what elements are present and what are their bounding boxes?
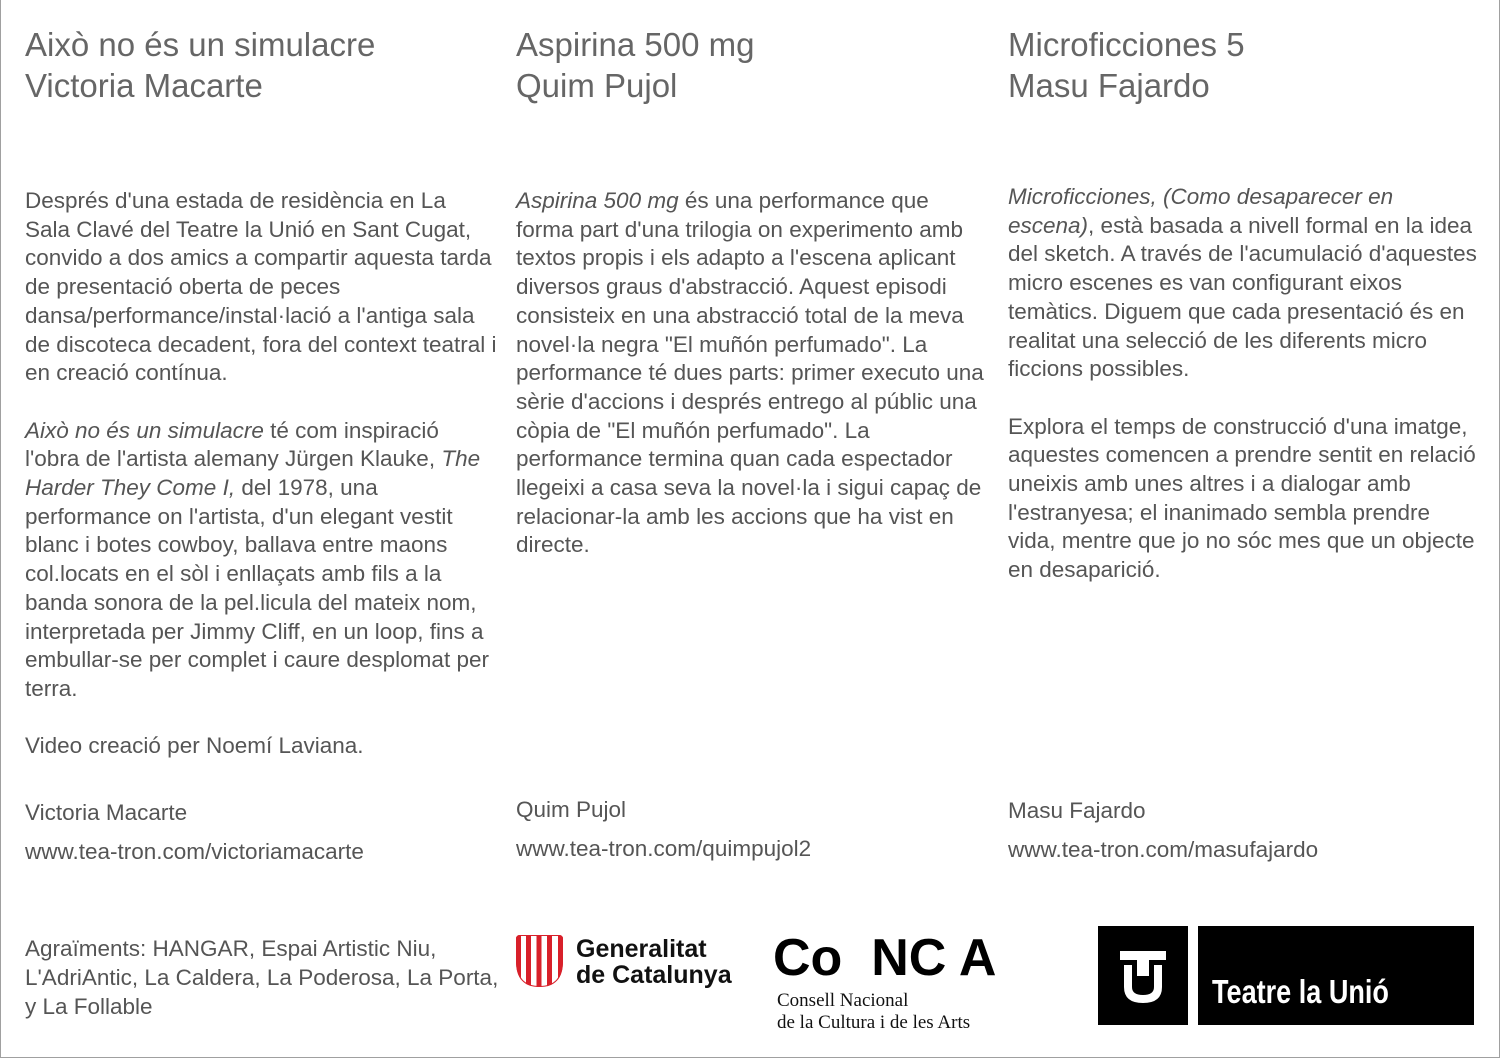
acknowledgements: Agraïments: HANGAR, Espai Artistic Niu, L'AdriAntic, La Caldera, La Poderosa, La Porta, y La Follable bbox=[25, 936, 499, 1019]
senyera-flag-icon bbox=[516, 935, 563, 987]
conca-subtitle-line: de la Cultura i de les Arts bbox=[777, 1012, 971, 1033]
description-paragraph bbox=[1008, 183, 1480, 384]
title-line-piece: Això no és un simulacre bbox=[25, 26, 376, 63]
artist-link[interactable]: www.tea-tron.com/victoriamacarte bbox=[25, 839, 364, 864]
title-line-artist: Victoria Macarte bbox=[25, 67, 263, 104]
credit-paragraph: Video creació per Noemí Laviana. bbox=[25, 733, 364, 759]
description-paragraph bbox=[516, 187, 988, 560]
artist-name: Masu Fajardo bbox=[1008, 798, 1146, 823]
generalitat-logo bbox=[516, 935, 756, 991]
description-text: té com inspiració l'obra de l'artista alemany Jürgen Klauke, bbox=[25, 417, 442, 472]
conca-logo bbox=[773, 928, 1043, 1038]
artist-name: Victoria Macarte bbox=[25, 800, 188, 825]
conca-subtitle bbox=[777, 990, 970, 1034]
generalitat-line: de Catalunya bbox=[576, 961, 732, 989]
piece-title-italic: Microficciones, (Como desaparecer en escena) bbox=[1008, 184, 1394, 238]
title-line-piece: Microficciones 5 bbox=[1008, 26, 1245, 63]
piece-title bbox=[516, 24, 986, 106]
description-paragraph: Després d'una estada de residència en La Sala Clavé del Teatre la Unió en Sant Cugat, convido a dos amics a compartir aquesta tarda de presentació oberta de peces dansa/performance/instal·lació a l'antiga sala de discoteca decadent, fora del context teatral i en creació contínua. bbox=[25, 188, 497, 386]
teatre-wordmark: Teatre la Unió bbox=[1212, 973, 1389, 1010]
description-text: , està basada a nivell formal en la idea del sketch. A través de l'acumulació d'aquestes micro escenes es van configurant eixos temàtics. Diguem que cada presentació és en realitat una selecció de les diferents micro ficcions possibles. bbox=[1008, 212, 1477, 382]
work-title-italic: The Harder They Come I, bbox=[25, 446, 481, 501]
generalitat-wordmark bbox=[576, 936, 732, 988]
piece-description bbox=[25, 187, 497, 761]
teatre-la-unio-logo bbox=[1098, 926, 1474, 1025]
description-paragraph bbox=[25, 417, 497, 704]
description-text: és una performance que forma part d'una trilogia on experimento amb textos propis i els adapto a l'escena aplicant diversos graus d'abstracció. Aquest episodi consisteix en una abstracció total de la meva novel·la negra "El muñón perfumado". La performance té dues parts: primer executo una sèrie d'accions i després entrego al públic una còpia de "El muñón perfumado". La performance termina quan cada espectador llegeixi a casa seva la novel·la i sigui capaç de relacionar-la amb les accions que ha vist en directe. bbox=[516, 188, 984, 558]
description-text: del 1978, una performance on l'artista, d'un elegant vestit blanc i botes cowboy, ballava entre maons col.locats en el sòl i enllaçats amb fils a la banda sonora de la pel.licula del mateix nom, interpretada per Jimmy Cliff, en un loop, fins a embullar-se per complet i caure desplomat per terra. bbox=[25, 475, 489, 701]
generalitat-line: Generalitat bbox=[576, 935, 707, 963]
title-line-artist: Quim Pujol bbox=[516, 67, 678, 104]
piece-title-italic: Aspirina 500 mg bbox=[516, 188, 679, 213]
logo-divider bbox=[1188, 926, 1198, 1025]
title-line-piece: Aspirina 500 mg bbox=[516, 26, 755, 63]
piece-title bbox=[25, 24, 495, 106]
title-line-artist: Masu Fajardo bbox=[1008, 67, 1210, 104]
piece-title-italic: Això no és un simulacre bbox=[25, 417, 264, 443]
piece-description bbox=[516, 187, 988, 560]
conca-subtitle-line: Consell Nacional bbox=[777, 990, 909, 1011]
piece-description bbox=[1008, 183, 1480, 585]
description-paragraph: Explora el temps de construcció d'una imatge, aquestes comencen a prendre sentit en relació uneixis amb unes altres i a dialogar amb l'estranyesa; el inanimado sembla prendre vida, mentre que jo no sóc mes que un objecte en desaparició. bbox=[1008, 413, 1476, 583]
artist-link[interactable]: www.tea-tron.com/masufajardo bbox=[1008, 837, 1319, 862]
artist-link[interactable]: www.tea-tron.com/quimpujol2 bbox=[516, 836, 812, 861]
artist-name: Quim Pujol bbox=[516, 797, 627, 822]
piece-title bbox=[1008, 24, 1478, 106]
teatre-tu-mark-icon bbox=[1120, 951, 1166, 1003]
conca-wordmark: Co NC A bbox=[773, 929, 997, 987]
